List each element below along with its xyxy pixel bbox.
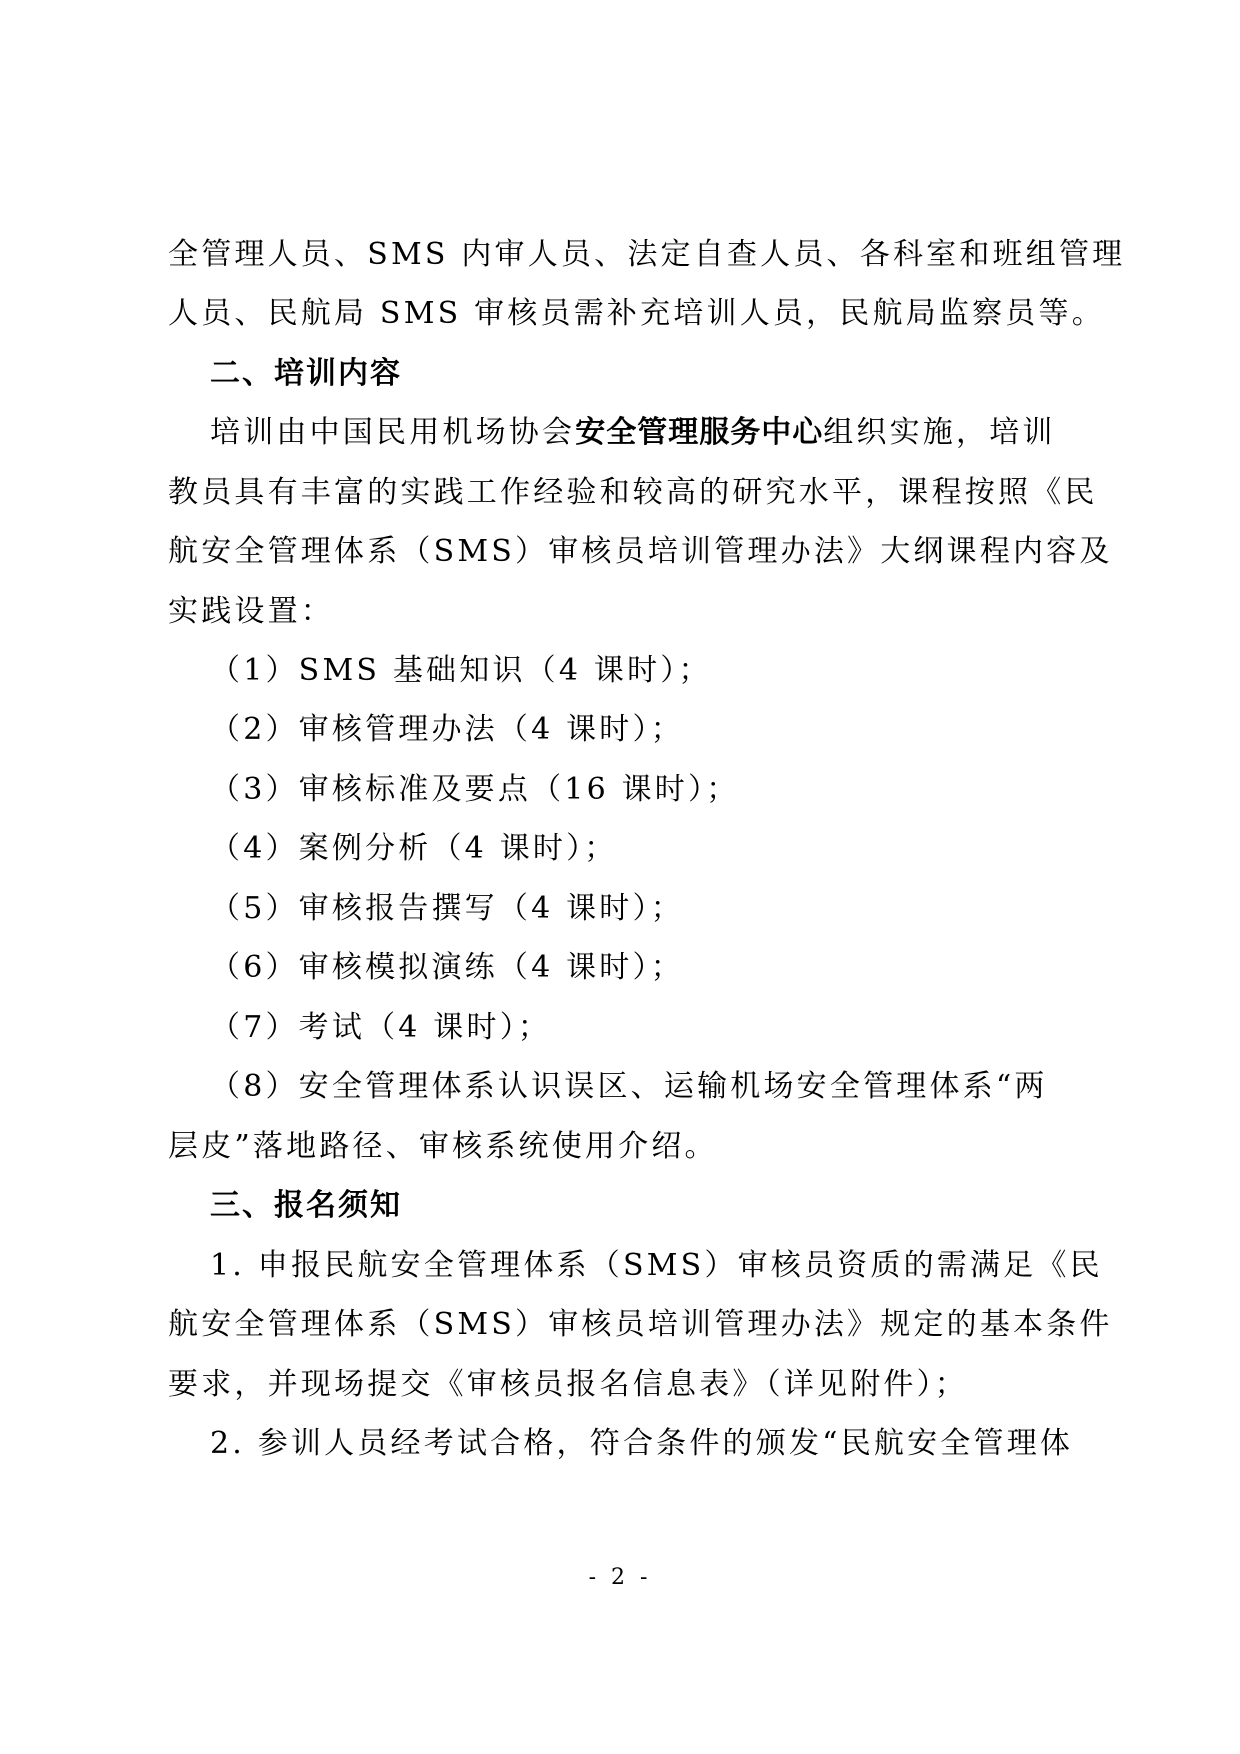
registration-line-2: 航安全管理体系（SMS）审核员培训管理办法》规定的基本条件 xyxy=(168,1307,1113,1342)
course-item-continuation: 层皮”落地路径、审核系统使用介绍。 xyxy=(168,1129,718,1164)
course-item: （1）SMS 基础知识（4 课时）； xyxy=(210,653,712,688)
training-paragraph-line-3: 航安全管理体系（SMS）审核员培训管理办法》大纲课程内容及 xyxy=(168,534,1113,569)
body-line-1: 全管理人员、SMS 内审人员、法定自查人员、各科室和班组管理 xyxy=(168,237,1126,272)
course-item: （4）案例分析（4 课时）； xyxy=(210,831,618,866)
registration-line-3: 要求，并现场提交《审核员报名信息表》（详见附件）； xyxy=(168,1367,968,1402)
training-paragraph-line-1 xyxy=(210,403,1056,463)
course-item: （5）审核报告撰写（4 课时）； xyxy=(210,891,684,926)
paragraph-text-after: 组织实施，培训 xyxy=(823,415,1056,450)
course-item: （8）安全管理体系认识误区、运输机场安全管理体系“两 xyxy=(210,1069,1048,1104)
course-item: （3）审核标准及要点（16 课时）； xyxy=(210,772,740,807)
body-line-2: 人员、民航局 SMS 审核员需补充培训人员，民航局监察员等。 xyxy=(168,296,1105,331)
course-item: （2）审核管理办法（4 课时）； xyxy=(210,712,684,747)
course-item: （7）考试（4 课时）； xyxy=(210,1010,552,1045)
training-paragraph-line-4: 实践设置： xyxy=(168,594,334,629)
registration-line-4: 2. 参训人员经考试合格，符合条件的颁发“民航安全管理体 xyxy=(210,1426,1074,1461)
training-paragraph-line-2: 教员具有丰富的实践工作经验和较高的研究水平，课程按照《民 xyxy=(168,475,1098,510)
organizer-name-bold: 安全管理服务中心 xyxy=(575,415,824,450)
course-item: （6）审核模拟演练（4 课时）； xyxy=(210,950,684,985)
registration-line-1: 1. 申报民航安全管理体系（SMS）审核员资质的需满足《民 xyxy=(210,1248,1103,1283)
page-number: - 2 - xyxy=(588,1565,652,1590)
section-heading-training-content: 二、培训内容 xyxy=(210,356,402,391)
paragraph-text-before: 培训由中国民用机场协会 xyxy=(210,415,576,450)
section-heading-registration: 三、报名须知 xyxy=(210,1188,402,1223)
